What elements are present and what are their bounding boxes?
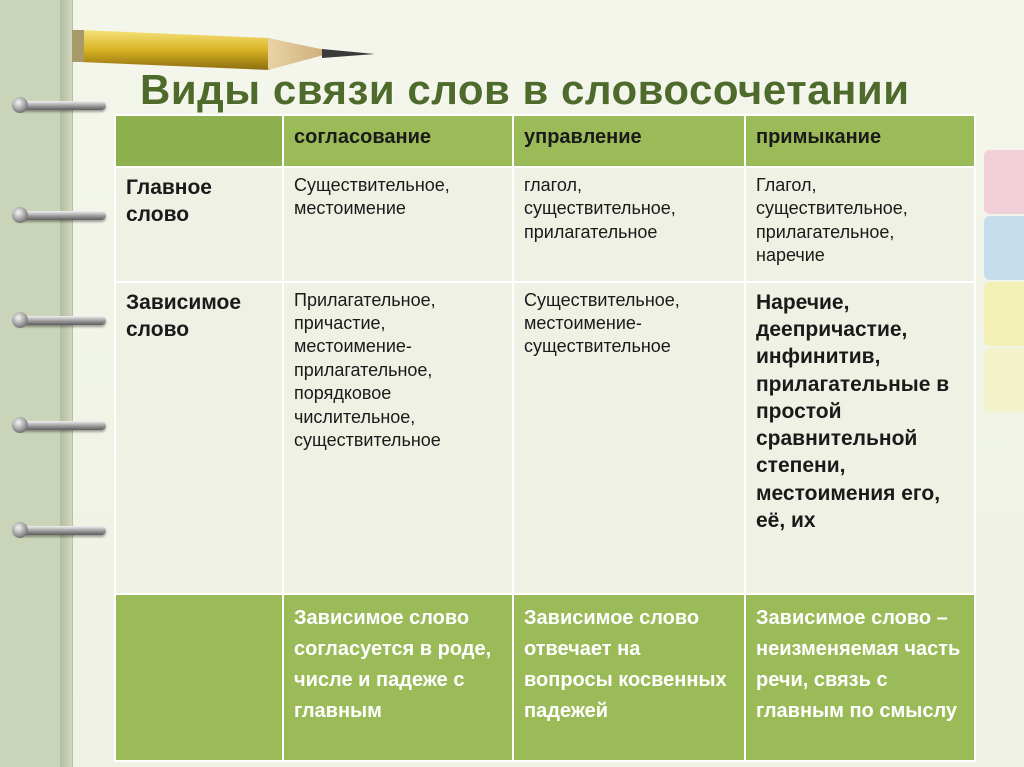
table-row — [115, 282, 975, 595]
binder-ring-icon — [14, 415, 106, 435]
table-cell: Существительное, местоимение-существительное — [513, 282, 745, 595]
column-header-adjoining: примыкание — [745, 115, 975, 167]
row-label-main-word: Главное слово — [115, 167, 283, 282]
table-cell: Прилагательное, причастие, местоимение-прилагательное, порядковое числительное, существительное — [283, 282, 513, 595]
slide-title: Виды связи слов в словосочетании — [140, 66, 910, 113]
binder-ring-icon — [14, 205, 106, 225]
page-tab-pink — [984, 150, 1024, 214]
table-cell: глагол, существительное, прилагательное — [513, 167, 745, 282]
table-header-row — [115, 115, 975, 167]
binder-ring-icon — [14, 310, 106, 330]
table-corner-cell — [115, 115, 283, 167]
column-header-agreement: согласование — [283, 115, 513, 167]
binder-ring-icon — [14, 95, 106, 115]
footer-cell-agreement: Зависимое слово согласуется в роде, числе и падеже с главным — [283, 594, 513, 761]
footer-empty-cell — [115, 594, 283, 761]
page-tab-lightyellow — [984, 348, 1024, 412]
footer-cell-government: Зависимое слово отвечает на вопросы косвенных падежей — [513, 594, 745, 761]
word-connection-table — [114, 114, 976, 762]
page-tab-blue — [984, 216, 1024, 280]
row-label-dependent-word: Зависимое слово — [115, 282, 283, 595]
page-tab-yellow — [984, 282, 1024, 346]
table-footer-row — [115, 594, 975, 761]
binder-ring-icon — [14, 520, 106, 540]
table-cell: Существительное, местоимение — [283, 167, 513, 282]
column-header-government: управление — [513, 115, 745, 167]
table-cell: Глагол, существительное, прилагательное, наречие — [745, 167, 975, 282]
footer-cell-adjoining: Зависимое слово – неизменяемая часть речи, связь с главным по смыслу — [745, 594, 975, 761]
table-cell: Наречие, деепричастие, инфинитив, прилагательные в простой сравнительной степени, местоимения его, её, их — [745, 282, 975, 595]
table-row — [115, 167, 975, 282]
